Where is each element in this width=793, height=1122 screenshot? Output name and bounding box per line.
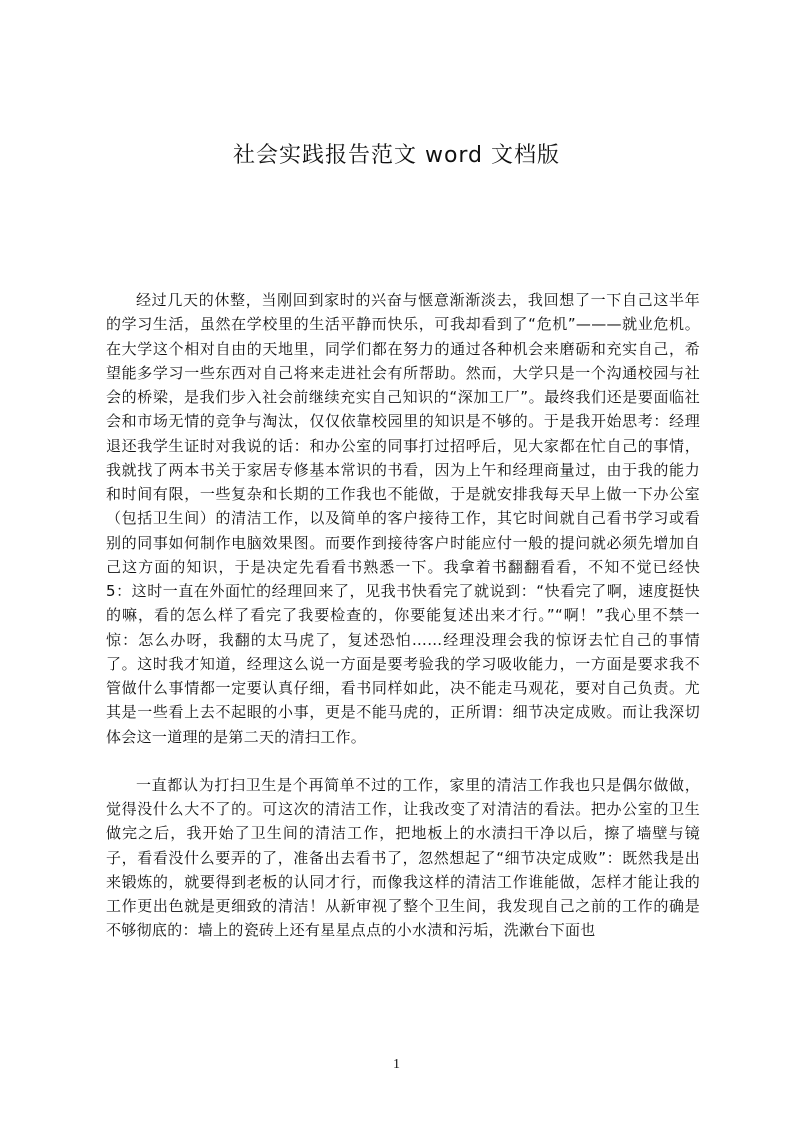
page-number: 1: [393, 1057, 400, 1072]
body-paragraph: 一直都认为打扫卫生是个再简单不过的工作，家里的清洁工作我也只是偶尔做做，觉得没什么大不了的。可这次的清洁工作，让我改变了对清洁的看法。把办公室的卫生做完之后，我开始了卫生间的清洁工作，把地板上的水渍扫干净以后，擦了墙壁与镜子，看看没什么要弄的了，准备出去看书了，忽然想起了“细节决定成败”：既然我是出来锻炼的，就要得到老板的认同才行，而像我这样的清洁工作谁能做，怎样才能让我的工作更出色就是更细致的清洁！从新审视了整个卫生间，我发现自己之前的工作的确是不够彻底的：墙上的瓷砖上还有星星点点的小水渍和污垢，洗漱台下面也: [106, 775, 700, 940]
document-title: 社会实践报告范文 word 文档版: [232, 143, 561, 168]
body-paragraph: 经过几天的休整，当刚回到家时的兴奋与惬意渐渐淡去，我回想了一下自己这半年的学习生活，虽然在学校里的生活平静而快乐，可我却看到了“危机”———就业危机。在大学这个相对自由的天地里，同学们都在努力的通过各种机会来磨砺和充实自己，希望能多学习一些东西对自己将来走进社会有所帮助。然而，大学只是一个沟通校园与社会的桥梁，是我们步入社会前继续充实自己知识的“深加工厂”。最终我们还是要面临社会和市场无情的竞争与淘汰，仅仅依靠校园里的知识是不够的。于是我开始思考：经理退还我学生证时对我说的话：和办公室的同事打过招呼后，见大家都在忙自己的事情，我就找了两本书关于家居专修基本常识的书看，因为上午和经理商量过，由于我的能力和时间有限，一些复杂和长期的工作我也不能做，于是就安排我每天早上做一下办公室（包括卫生间）的清洁工作，以及简单的客户接待工作，其它时间就自己看书学习或看别的同事如何制作电脑效果图。而要作到接待客户时能应付一般的提问就必须先增加自己这方面的知识，于是决定先看看书熟悉一下。我拿着书翻翻看看，不知不觉已经快 5：这时一直在外面忙的经理回来了，见我书快看完了就说到：“快看完了啊，速度挺快的嘛，看的怎么样了看完了我要检查的，你要能复述出来才行。”“啊！”我心里不禁一惊：怎么办呀，我翻的太马虎了，复述恐怕……经理没理会我的惊讶去忙自己的事情了。这时我才知道，经理这么说一方面是要考验我的学习吸收能力，一方面是要求我不管做什么事情都一定要认真仔细，看书同样如此，决不能走马观花，要对自己负责。尤其是一些看上去不起眼的小事，更是不能马虎的，正所谓：细节决定成败。而让我深切体会这一道理的是第二天的清扫工作。: [106, 291, 700, 746]
document-body: [106, 288, 700, 943]
